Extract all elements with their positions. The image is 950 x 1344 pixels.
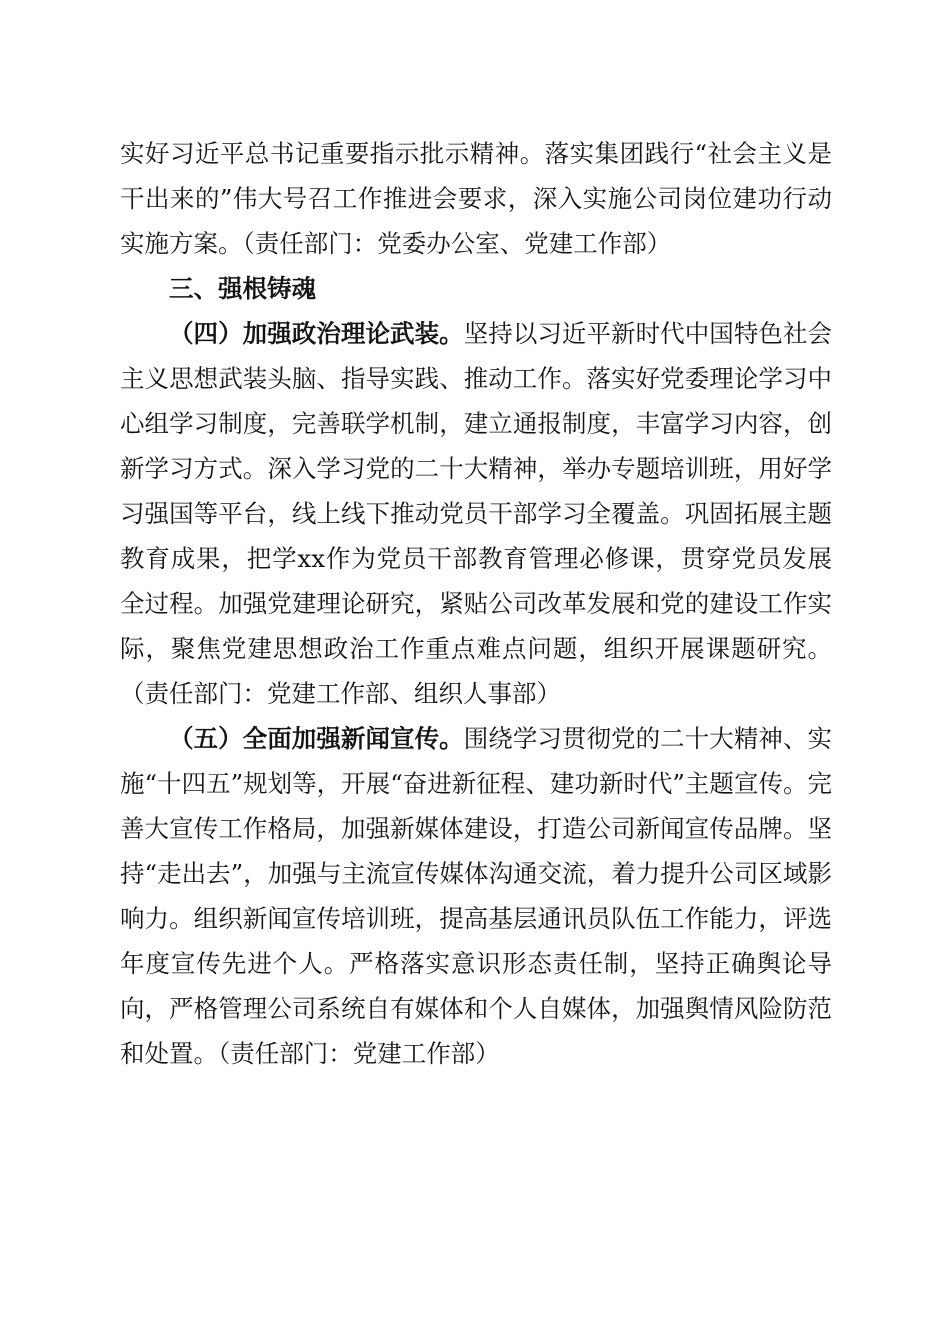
item-4-paragraph [120, 311, 832, 716]
continued-paragraph: 实好习近平总书记重要指示批示精神。落实集团践行“社会主义是干出来的”伟大号召工作推进会要求，深入实施公司岗位建功行动实施方案。（责任部门：党委办公室、党建工作部） [120, 139, 832, 258]
item-4-lead: （四）加强政治理论武装。 [169, 319, 464, 348]
item-5-lead: （五）全面加强新闻宣传。 [169, 724, 464, 753]
section-heading: 三、强根铸魂 [169, 274, 316, 303]
document-body [120, 131, 832, 1076]
item-5-paragraph [120, 716, 832, 1076]
item-5-body: 围绕学习贯彻党的二十大精神、实施“十四五”规划等，开展“奋进新征程、建功新时代”主题宣传。完善大宣传工作格局，加强新媒体建设，打造公司新闻宣传品牌。坚持“走出去”，加强与主流宣传媒体沟通交流，着力提升公司区域影响力。组织新闻宣传培训班，提高基层通讯员队伍工作能力，评选年度宣传先进个人。严格落实意识形态责任制，坚持正确舆论导向，严格管理公司系统自有媒体和个人自媒体，加强舆情风险防范和处置。（责任部门：党建工作部） [120, 724, 833, 1068]
item-4-body: 坚持以习近平新时代中国特色社会主义思想武装头脑、指导实践、推动工作。落实好党委理论学习中心组学习制度，完善联学机制，建立通报制度，丰富学习内容，创新学习方式。深入学习党的二十大精神，举办专题培训班，用好学习强国等平台，线上线下推动党员干部学习全覆盖。巩固拓展主题教育成果，把学xx作为党员干部教育管理必修课，贯穿党员发展全过程。加强党建理论研究，紧贴公司改革发展和党的建设工作实际，聚焦党建思想政治工作重点难点问题，组织开展课题研究。（责任部门：党建工作部、组织人事部） [120, 319, 833, 708]
